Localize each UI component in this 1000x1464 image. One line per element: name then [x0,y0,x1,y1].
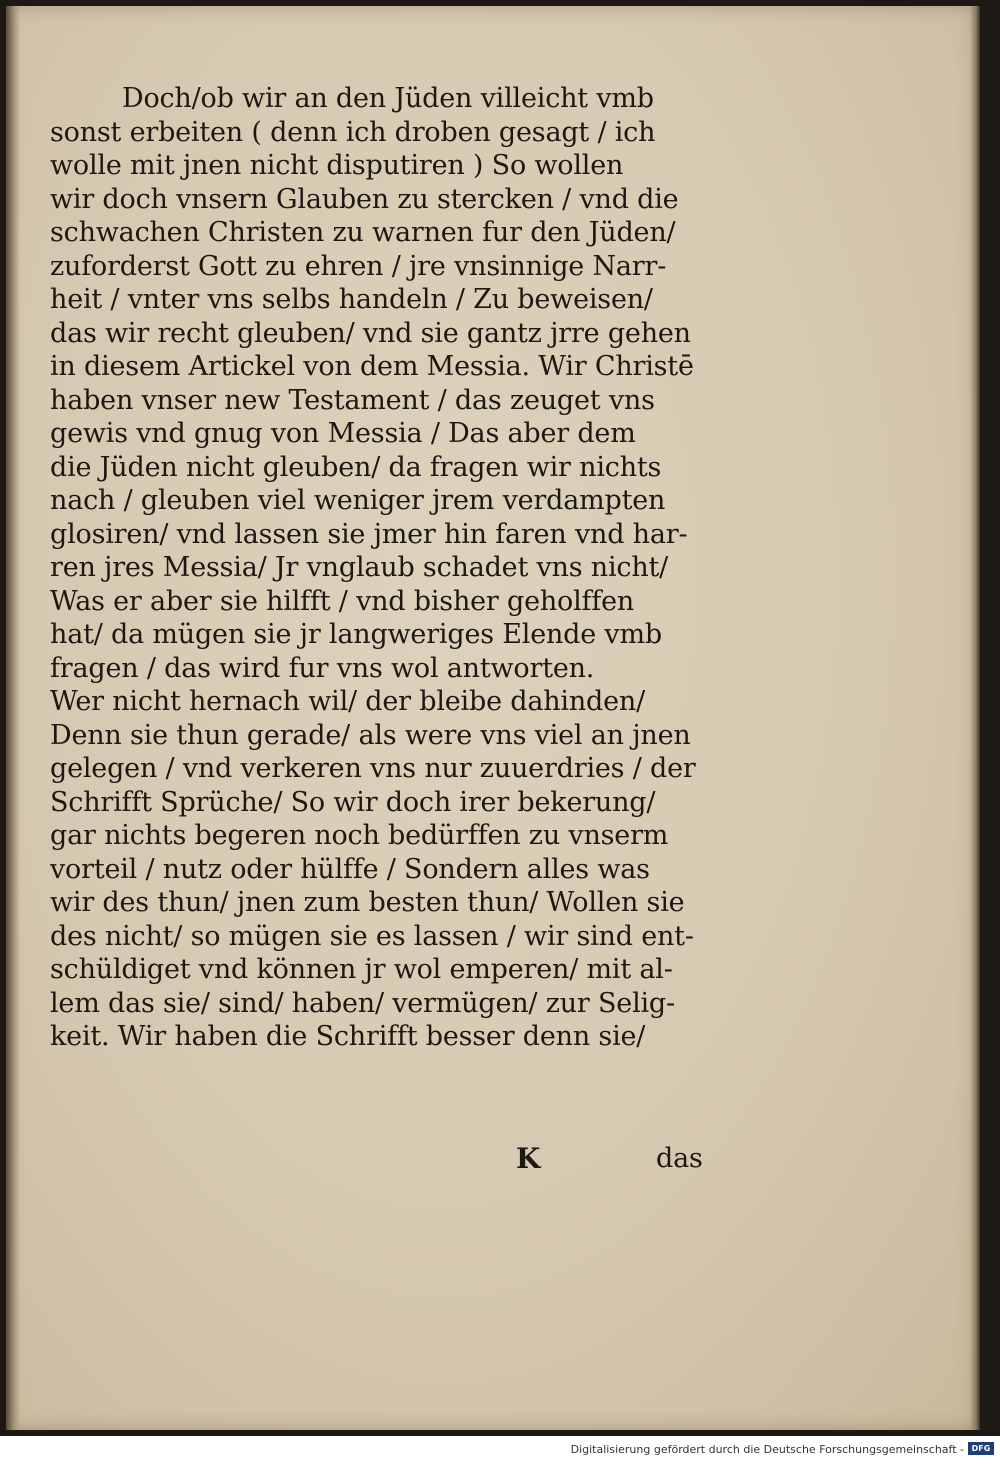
text-line: schwachen Christen zu warnen fur den Jüden/ [50,217,676,248]
text-line: Was er aber sie hilfft / vnd bisher geholffen [50,585,635,617]
text-line: sonst erbeiten ( denn ich droben gesagt / ich [50,116,656,148]
text-line: die Jüden nicht gleuben/ da fragen wir nichts [50,451,662,483]
text-line: gelegen / vnd verkeren vns nur zuuerdries / der [50,753,696,784]
text-line: haben vnser new Testament / das zeuget vns [50,384,655,416]
page-foot-row [50,1142,740,1176]
text-line: heit / vnter vns selbs handeln / Zu beweisen/ [50,284,653,315]
text-line: ren jres Messia/ Jr vnglaub schadet vns nicht/ [50,552,669,583]
book-page [6,6,976,1430]
signature-mark: K [516,1142,541,1175]
text-line: das wir recht gleuben/ vnd sie gantz jrre gehen [50,317,691,349]
text-line: lem das sie/ sind/ haben/ vermügen/ zur Selig- [50,987,675,1019]
text-line: vorteil / nutz oder hülffe / Sondern alles was [50,853,650,885]
text-line: keit. Wir haben die Schrifft besser denn sie/ [50,1021,646,1052]
text-line: glosiren/ vnd lassen sie jmer hin faren vnd har- [50,518,688,550]
text-line: Doch/ob wir an den Jüden villeicht vmb [122,83,654,114]
text-line: fragen / das wird fur vns wol antworten. [50,652,595,684]
text-line: des nicht/ so mügen sie es lassen / wir sind ent- [50,920,694,952]
text-line: wir des thun/ jnen zum besten thun/ Wollen sie [50,887,685,918]
text-line: Wer nicht hernach wil/ der bleibe dahinden/ [50,686,645,717]
dfg-logo: DFG [968,1442,994,1455]
text-line: hat/ da mügen sie jr langweriges Elende vmb [50,619,662,650]
text-line: nach / gleuben viel weniger jrem verdampten [50,485,666,516]
text-line: gar nichts begeren noch bedürffen zu vnserm [50,820,669,851]
catchword: das [656,1143,703,1174]
text-line: wolle mit jnen nicht disputiren ) So wollen [50,150,624,181]
funding-credit: Digitalisierung gefördert durch die Deutsche Forschungsgemeinschaft - [570,1443,964,1456]
text-line: gewis vnd gnug von Messia / Das aber dem [50,418,636,449]
footer-bar [0,1436,1000,1464]
text-line: schüldiget vnd können jr wol emperen/ mit al- [50,954,673,985]
text-line: zuforderst Gott zu ehren / jre vnsinnige Narr- [50,250,667,282]
page-edge-shadow [970,6,980,1430]
text-line: Denn sie thun gerade/ als were vns viel an jnen [50,719,691,751]
page-gutter-shadow [6,6,20,1430]
text-line: Schrifft Sprüche/ So wir doch irer bekerung/ [50,786,656,818]
body-text [50,82,740,1175]
text-line: in diesem Artickel von dem Messia. Wir Christē [50,351,694,382]
text-line: wir doch vnsern Glauben zu stercken / vnd die [50,183,679,215]
